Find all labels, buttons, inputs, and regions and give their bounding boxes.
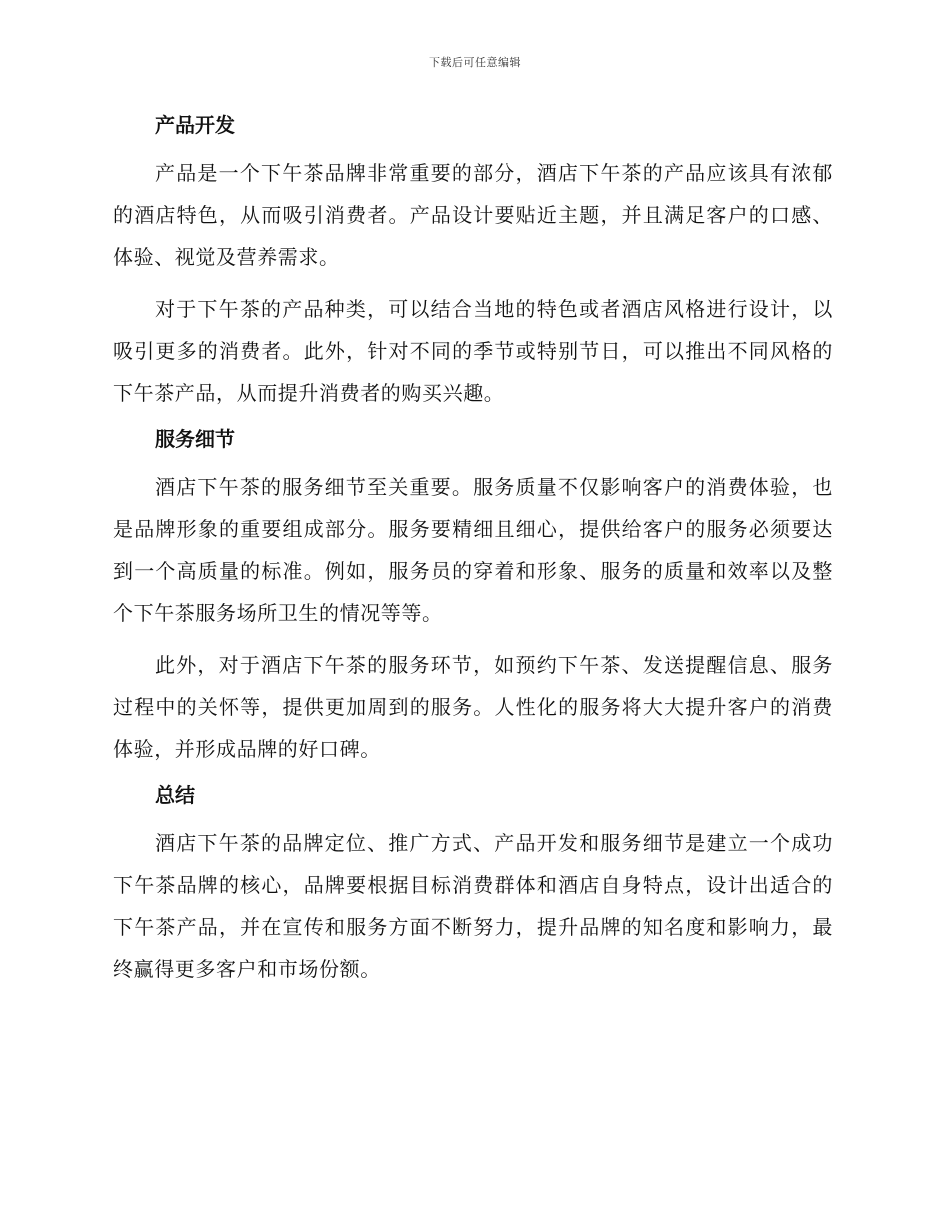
- paragraph: 对于下午茶的产品种类，可以结合当地的特色或者酒店风格进行设计，以吸引更多的消费者。此外，针对不同的季节或特别节日，可以推出不同风格的下午茶产品，从而提升消费者的购买兴趣。: [113, 297, 833, 405]
- paragraph: 酒店下午茶的品牌定位、推广方式、产品开发和服务细节是建立一个成功下午茶品牌的核心，品牌要根据目标消费群体和酒店自身特点，设计出适合的下午茶产品，并在宣传和服务方面不断努力，提升品牌的知名度和影响力，最终赢得更多客户和市场份额。: [113, 831, 833, 981]
- header-note: 下载后可任意编辑: [429, 56, 521, 69]
- paragraph: 产品是一个下午茶品牌非常重要的部分，酒店下午茶的产品应该具有浓郁的酒店特色，从而吸引消费者。产品设计要贴近主题，并且满足客户的口感、体验、视觉及营养需求。: [113, 161, 833, 269]
- section-heading: 服务细节: [155, 427, 235, 451]
- document-body: [113, 110, 833, 1000]
- section-heading: 产品开发: [155, 113, 235, 137]
- section-product-development: [113, 110, 833, 414]
- section-service-details: [113, 424, 833, 770]
- section-heading: 总结: [155, 783, 195, 807]
- section-summary: [113, 780, 833, 990]
- paragraph: 酒店下午茶的服务细节至关重要。服务质量不仅影响客户的消费体验，也是品牌形象的重要组成部分。服务要精细且细心，提供给客户的服务必须要达到一个高质量的标准。例如，服务员的穿着和形象、服务的质量和效率以及整个下午茶服务场所卫生的情况等等。: [113, 475, 833, 625]
- paragraph: 此外，对于酒店下午茶的服务环节，如预约下午茶、发送提醒信息、服务过程中的关怀等，提供更加周到的服务。人性化的服务将大大提升客户的消费体验，并形成品牌的好口碑。: [113, 653, 833, 761]
